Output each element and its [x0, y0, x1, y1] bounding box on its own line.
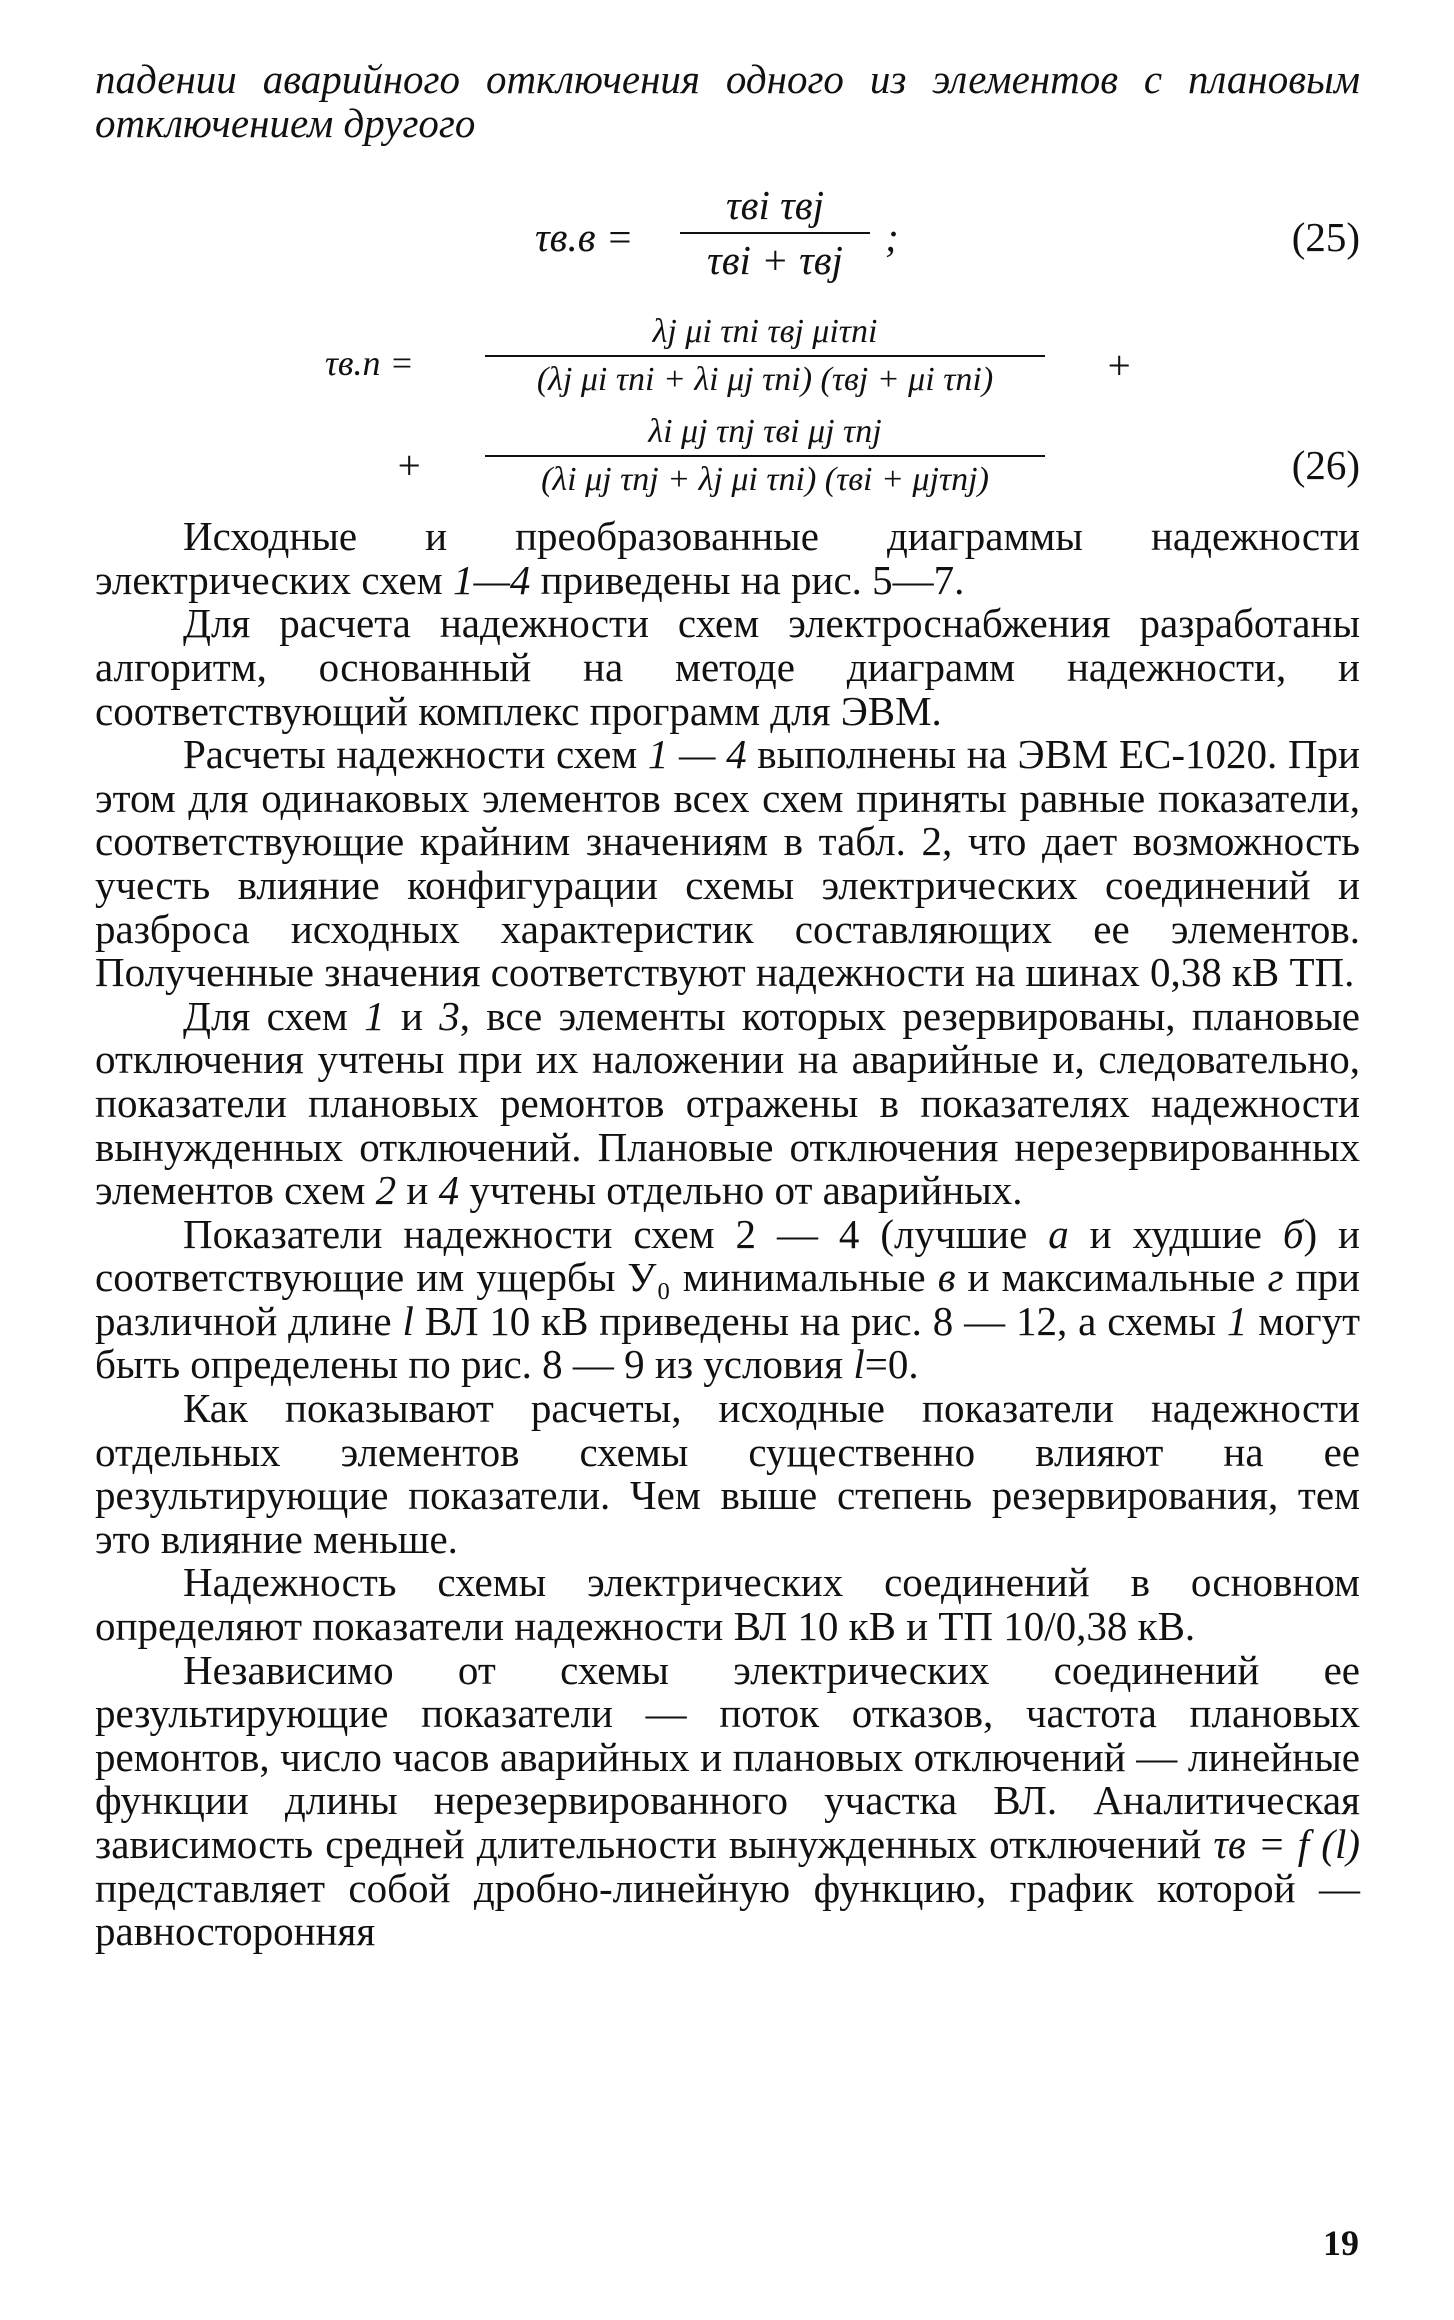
eq26-term1-numerator: λj μi τпi τвj μiτпi: [652, 313, 878, 351]
text-run: и худшие: [1068, 1210, 1283, 1257]
eq26-term1-denominator: (λj μi τпi + λi μj τпi) (τвj + μi τпi): [536, 361, 994, 399]
eq25-suffix: ;: [885, 214, 899, 261]
text-run: при различной длине: [95, 1254, 1360, 1344]
text-run-italic: 1: [1226, 1297, 1248, 1344]
text-run-italic: τв = f (l): [1213, 1821, 1360, 1867]
text-run-italic: 4: [438, 1167, 460, 1214]
text-run-italic: 1—4: [452, 556, 531, 603]
text-run: и: [384, 992, 440, 1039]
text-run-italic: l: [402, 1297, 414, 1344]
text-run-italic: 1: [364, 992, 385, 1039]
eq26-term2-bar: [485, 455, 1045, 457]
paragraph: [95, 733, 1360, 995]
text-run-italic: 2: [375, 1167, 397, 1214]
eq26-lhs: τв.п =: [325, 343, 414, 384]
eq26-term1: [485, 315, 1045, 397]
paragraph: [95, 1387, 1360, 1561]
text-run: ) и соответствующие им ущербы У₀ минимальные: [95, 1210, 1360, 1301]
text-run: Независимо от схемы электрических соединений ее результирующие показатели — поток отказов, частота плановых ремонтов, число часов аварийных и плановых отключений — линейные функции длины нерезервированного участка ВЛ. Аналитическая зависимость средней длительности вынужденных отключений: [95, 1646, 1360, 1867]
text-run: , все элементы которых резервированы, плановые отключения учтены при их наложении на аварийные и, следовательно, показатели плановых ремонтов отражены в показателях надежности вынужденных отключений. Плановые отключения нерезервированных элементов схем: [95, 992, 1360, 1214]
paragraph: [95, 602, 1360, 733]
page-body: [95, 58, 1360, 1954]
text-run: представляет собой дробно-линейную функцию, график которой — равносторонняя: [95, 1864, 1360, 1955]
text-run: приведены на рис. 5—7.: [530, 556, 965, 603]
text-run: Для расчета надежности схем электроснабжения разработаны алгоритм, основанный на методе диаграмм надежности, и соответствующий комплекс программ для ЭВМ.: [95, 600, 1360, 734]
eq25-fraction: [680, 182, 870, 284]
text-run-italic: l: [853, 1341, 865, 1388]
page-number: 19: [1323, 2223, 1359, 2263]
eq26-number: (26): [1291, 442, 1360, 489]
eq25-lhs: τв.в =: [535, 214, 634, 261]
eq26-term2-denominator: (λi μj τпj + λj μi τпi) (τвi + μjτпj): [541, 461, 989, 499]
paragraph: [95, 1561, 1360, 1648]
text-run: Показатели надежности схем 2 — 4 (лучшие: [183, 1210, 1049, 1257]
eq26-term2: [485, 415, 1045, 497]
text-run: выполнены на ЭВМ ЕС-1020. При этом для одинаковых элементов всех схем приняты равные показатели, соответствующие крайним значениям в табл. 2, что дает возможность учесть влияние конфигурации схемы электрических соединений и разброса исходных характеристик составляющих ее элементов. Полученные значения соответствуют надежности на шинах 0,38 кВ ТП.: [95, 731, 1360, 996]
eq25-number: (25): [1291, 214, 1360, 261]
paragraph: [95, 1210, 1360, 1388]
text-run: Для схем: [183, 992, 365, 1039]
text-run-italic: в: [937, 1254, 956, 1301]
text-run-italic: 3: [439, 992, 460, 1039]
intro-text: падении аварийного отключения одного из элементов с плановым отключением другого: [95, 56, 1360, 146]
text-run: Исходные и преобразованные диаграммы надежности электрических схем: [95, 513, 1360, 603]
paragraph: [95, 1646, 1360, 1955]
text-run-italic: 1 — 4: [647, 731, 747, 778]
text-run: и максимальные: [955, 1254, 1268, 1301]
text-run: Как показывают расчеты, исходные показатели надежности отдельных элементов схемы существенно влияют на ее результирующие показатели. Чем выше степень резервирования, тем это влияние меньше.: [95, 1385, 1360, 1562]
eq25-numerator: τвi τвj: [726, 182, 824, 229]
text-run: ВЛ 10 кВ приведены на рис. 8 — 12, а схемы: [413, 1297, 1227, 1344]
eq26-plus-start: +: [395, 442, 423, 489]
eq25-denominator: τвi + τвj: [707, 237, 843, 284]
eq26-term2-numerator: λi μj τпj τвi μj τпj: [648, 413, 882, 451]
text-run: Надежность схемы электрических соединений в основном определяют показатели надежности ВЛ 10 кВ и ТП 10/0,38 кВ.: [95, 1559, 1360, 1650]
equation-26: [95, 315, 1360, 515]
eq26-term1-bar: [485, 355, 1045, 357]
text-run-italic: а: [1048, 1210, 1069, 1257]
text-run: могут быть определены по рис. 8 — 9 из условия: [95, 1297, 1360, 1388]
text-run: и: [396, 1167, 439, 1214]
paragraph: [95, 992, 1360, 1214]
text-run: Расчеты надежности схем: [183, 731, 648, 778]
text-run: =0.: [864, 1341, 919, 1388]
paragraph: [95, 515, 1360, 602]
eq25-fraction-bar: [680, 232, 870, 234]
equation-25: [95, 145, 1360, 315]
text-run: учтены отдельно от аварийных.: [459, 1167, 1023, 1214]
text-run-italic: г: [1267, 1254, 1284, 1301]
text-run-italic: б: [1282, 1210, 1304, 1257]
eq26-plus-end: +: [1105, 342, 1133, 389]
